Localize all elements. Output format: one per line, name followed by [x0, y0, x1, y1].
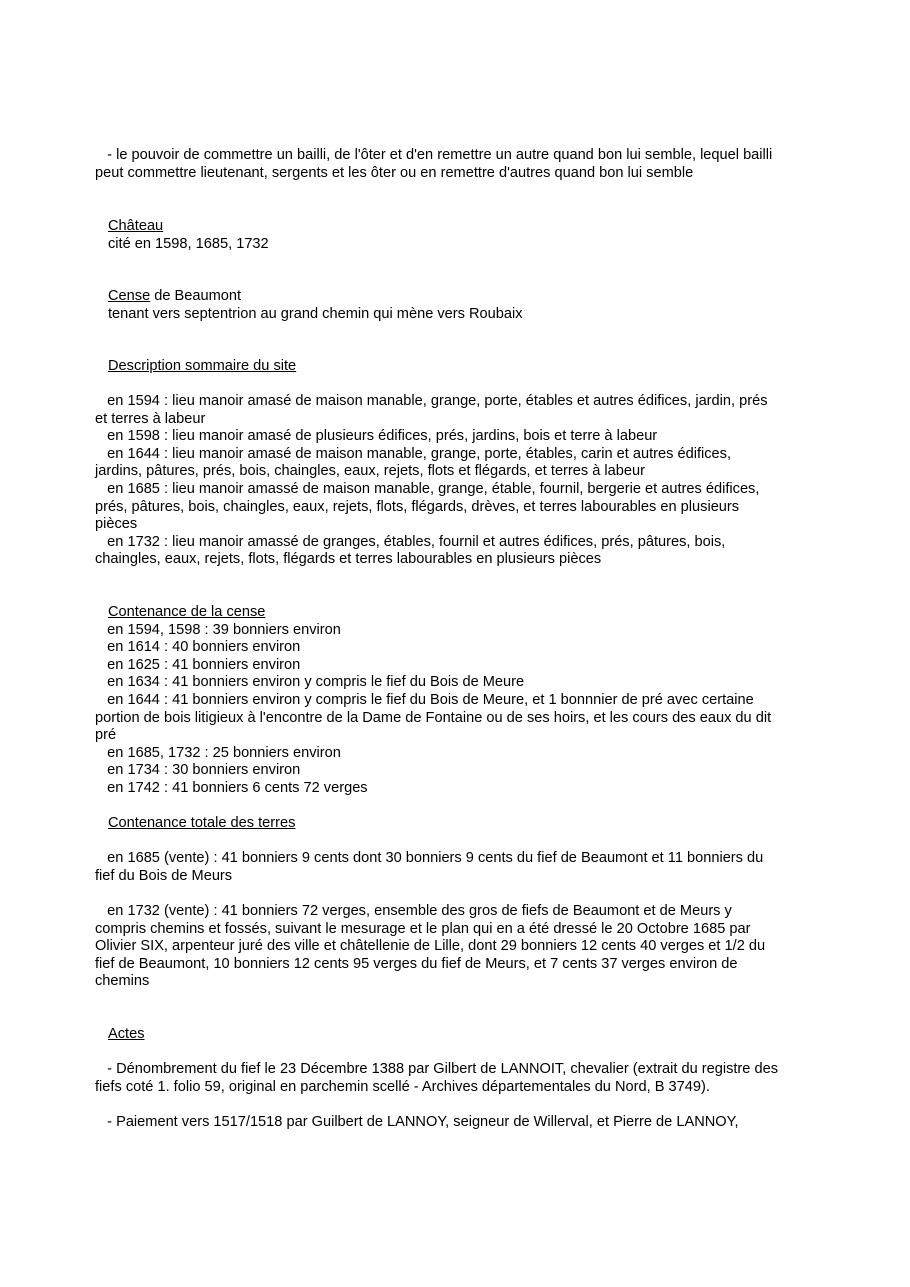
text-line: Olivier SIX, arpenteur juré des ville et châtellenie de Lille, dont 29 bonniers 12 cents 40 verges et 1/2 du: [95, 938, 766, 955]
text-line: et terres à labeur: [95, 410, 206, 427]
description-list: [95, 393, 820, 569]
cense-section: [95, 288, 820, 323]
cense-heading: Cense: [108, 288, 151, 304]
actes-heading-block: [95, 1026, 820, 1044]
section-heading: [95, 1026, 820, 1044]
contenance-totale-heading-block: [95, 815, 820, 833]
text-line: en 1685, 1732 : 25 bonniers environ: [95, 744, 341, 761]
text-line: jardins, pâtures, prés, bois, chaingles, eaux, rejets, flots et flégards, et terres à labeur: [95, 463, 645, 480]
description-heading: Description sommaire du site: [108, 358, 297, 374]
text-line: en 1742 : 41 bonniers 6 cents 72 verges: [95, 779, 368, 796]
text-line: en 1598 : lieu manoir amasé de plusieurs édifices, prés, jardins, bois et terre à labeur: [95, 428, 658, 445]
text-line: peut commettre lieutenant, sergents et les ôter ou en remettre d'autres quand bon lui semble: [95, 164, 694, 181]
section-heading: [95, 815, 820, 833]
section-heading: [95, 358, 820, 376]
section-heading: [95, 218, 820, 236]
contenance-cense-heading: Contenance de la cense: [108, 604, 266, 620]
text-line: en 1634 : 41 bonniers environ y compris le fief du Bois de Meure: [95, 674, 525, 691]
text-line: en 1614 : 40 bonniers environ: [95, 639, 301, 656]
text-line: portion de bois litigieux à l'encontre de la Dame de Fontaine ou de ses hoirs, et les cours des eaux du dit: [95, 709, 772, 726]
contenance-totale-para2: [95, 903, 820, 991]
text-line: chemins: [95, 973, 150, 990]
text-line: en 1644 : 41 bonniers environ y compris le fief du Bois de Meure, et 1 bonnnier de pré avec certaine: [95, 691, 754, 708]
actes-para1: [95, 1061, 820, 1096]
text-line: en 1644 : lieu manoir amasé de maison manable, grange, porte, étables, carin et autres édifices,: [95, 445, 732, 462]
text-line: en 1594, 1598 : 39 bonniers environ: [95, 621, 341, 638]
text-line: fiefs coté 1. folio 59, original en parchemin scellé - Archives départementales du Nord, B 3749).: [95, 1078, 710, 1095]
actes-heading: Actes: [108, 1026, 145, 1042]
text-line: chaingles, eaux, rejets, flots, flégards et terres labourables en plusieurs pièces: [95, 551, 602, 568]
text-line: pièces: [95, 516, 138, 533]
text-line: fief du Bois de Meurs: [95, 867, 233, 884]
chateau-heading: Château: [108, 218, 164, 234]
contenance-totale-heading: Contenance totale des terres: [108, 815, 296, 831]
text-line: en 1734 : 30 bonniers environ: [95, 762, 301, 779]
text-line: en 1732 (vente) : 41 bonniers 72 verges, ensemble des gros de fiefs de Beaumont et de Meurs y: [95, 903, 732, 919]
text-line: pré: [95, 727, 117, 744]
text-line: fief de Beaumont, 10 bonniers 12 cents 95 verges du fief de Meurs, et 7 cents 37 verges environ de: [95, 955, 738, 972]
chateau-text: cité en 1598, 1685, 1732: [108, 235, 269, 252]
section-heading: [95, 604, 820, 622]
text-line: en 1594 : lieu manoir amasé de maison manable, grange, porte, étables et autres édifices, jardin, prés: [95, 393, 768, 409]
intro-paragraph: [95, 147, 820, 182]
text-line: prés, pâtures, bois, chaingles, eaux, rejets, flots, flégards, drèves, et terres labourables en plusieurs: [95, 498, 740, 515]
text-line: - Paiement vers 1517/1518 par Guilbert de LANNOY, seigneur de Willerval, et Pierre de LANNOY,: [95, 1114, 739, 1130]
text-line: en 1625 : 41 bonniers environ: [95, 656, 301, 673]
contenance-cense-section: [95, 604, 820, 798]
cense-text: tenant vers septentrion au grand chemin qui mène vers Roubaix: [108, 305, 523, 322]
text-line: en 1685 (vente) : 41 bonniers 9 cents dont 30 bonniers 9 cents du fief de Beaumont et 11 bonniers du: [95, 850, 764, 866]
section-heading: [95, 288, 820, 306]
text-line: compris chemins et fossés, suivant le mesurage et le plan qui en a été dressé le 20 Octobre 1685 par: [95, 920, 751, 937]
actes-para2: [95, 1114, 820, 1132]
text-line: - le pouvoir de commettre un bailli, de l'ôter et d'en remettre un autre quand bon lui semble, lequel bailli: [95, 147, 773, 163]
contenance-totale-para1: [95, 850, 820, 885]
description-heading-block: [95, 358, 820, 376]
chateau-section: [95, 218, 820, 253]
cense-heading-suffix: de Beaumont: [150, 288, 242, 304]
text-line: en 1685 : lieu manoir amassé de maison manable, grange, étable, fournil, bergerie et autres édifices,: [95, 480, 760, 497]
text-line: - Dénombrement du fief le 23 Décembre 1388 par Gilbert de LANNOIT, chevalier (extrait du registre des: [95, 1061, 778, 1077]
text-line: en 1732 : lieu manoir amassé de granges, étables, fournil et autres édifices, prés, pâtures, bois,: [95, 533, 726, 550]
